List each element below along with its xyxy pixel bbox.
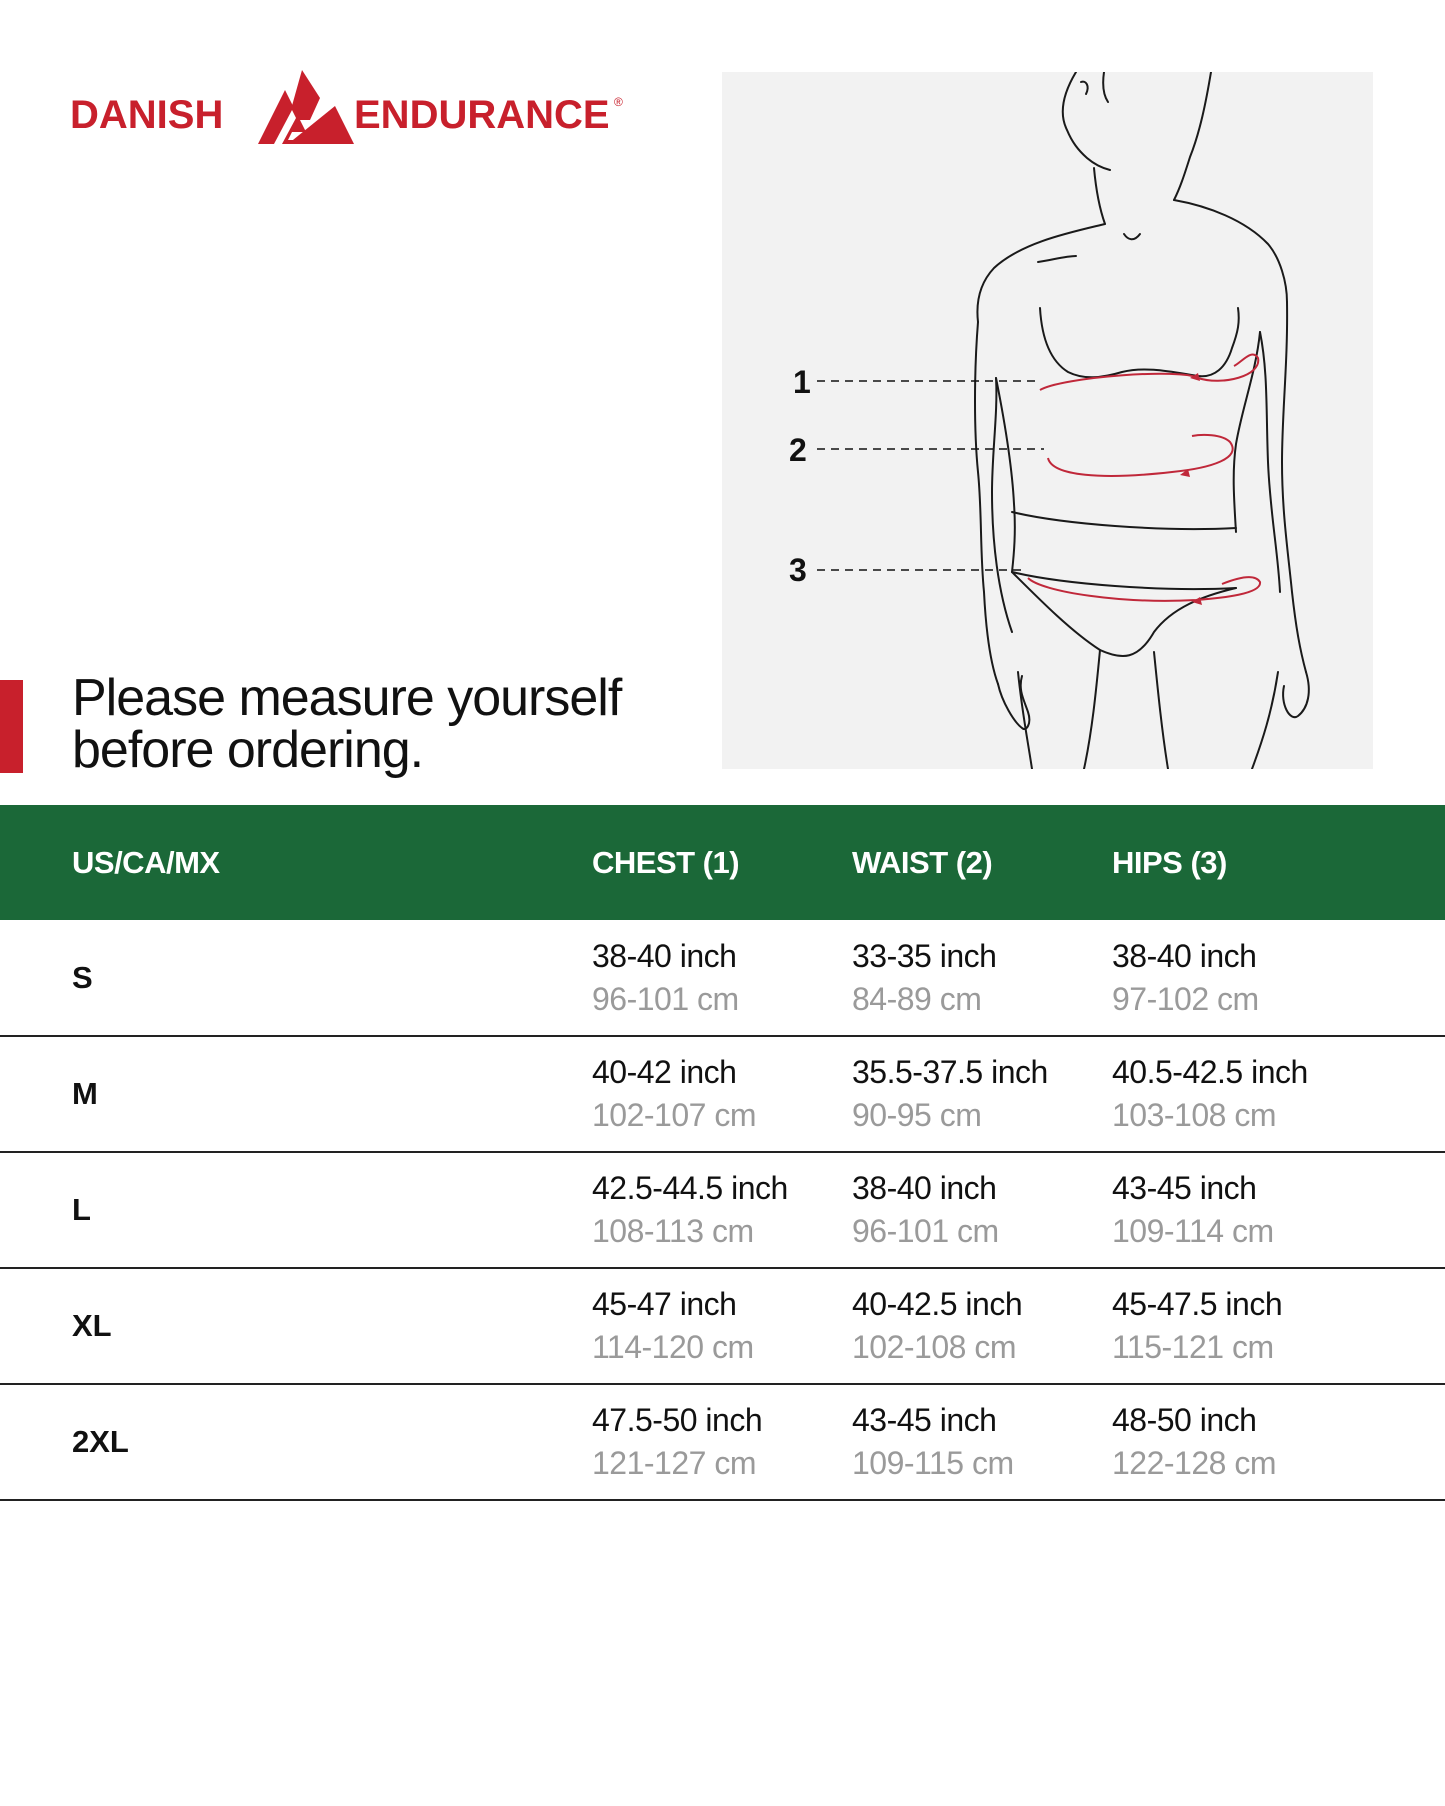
waist-cell: [852, 1168, 999, 1251]
waist-cell: [852, 1284, 1022, 1367]
size-table-header: [0, 805, 1445, 920]
brand-logo: [70, 70, 630, 150]
hips-cm: 97-102 cm: [1112, 981, 1259, 1017]
hips-inch: 40.5-42.5 inch: [1112, 1054, 1308, 1090]
size-label: M: [72, 1076, 98, 1111]
size-label: S: [72, 960, 93, 995]
marker-3-label: 3: [789, 552, 807, 588]
hips-inch: 38-40 inch: [1112, 938, 1257, 974]
chest-inch: 42.5-44.5 inch: [592, 1170, 788, 1206]
size-label: 2XL: [72, 1424, 129, 1459]
chest-cell: [592, 1284, 754, 1367]
chest-cm: 108-113 cm: [592, 1213, 754, 1249]
table-row: [0, 1384, 1445, 1501]
hips-cm: 115-121 cm: [1112, 1329, 1274, 1365]
size-label: XL: [72, 1308, 112, 1343]
hips-inch: 43-45 inch: [1112, 1170, 1257, 1206]
accent-bar: [0, 680, 23, 773]
waist-cm: 90-95 cm: [852, 1097, 982, 1133]
body-outline-illustration: [975, 72, 1309, 769]
waist-cm: 109-115 cm: [852, 1445, 1014, 1481]
hips-cm: 103-108 cm: [1112, 1097, 1276, 1133]
brand-mountain-icon: [258, 70, 354, 144]
hips-cell: [1112, 1052, 1308, 1135]
measurement-arrows: [1028, 354, 1260, 605]
waist-inch: 43-45 inch: [852, 1402, 997, 1438]
hips-cm: 122-128 cm: [1112, 1445, 1276, 1481]
waist-inch: 40-42.5 inch: [852, 1286, 1023, 1322]
waist-cell: [852, 1400, 1014, 1483]
table-row: [0, 920, 1445, 1037]
header-size: US/CA/MX: [72, 845, 220, 880]
table-row: [0, 1268, 1445, 1385]
chest-cell: [592, 936, 739, 1019]
marker-2-label: 2: [789, 432, 807, 468]
chest-inch: 40-42 inch: [592, 1054, 737, 1090]
waist-cm: 102-108 cm: [852, 1329, 1016, 1365]
title-line-2: before ordering.: [72, 721, 424, 779]
title-line-1: Please measure yourself: [72, 669, 622, 727]
waist-cell: [852, 1052, 1048, 1135]
chest-cell: [592, 1400, 762, 1483]
header-hips: HIPS (3): [1112, 845, 1227, 880]
chest-cm: 114-120 cm: [592, 1329, 754, 1365]
chest-cell: [592, 1052, 756, 1135]
brand-name-left: DANISH: [70, 93, 224, 137]
hips-cm: 109-114 cm: [1112, 1213, 1274, 1249]
waist-cm: 96-101 cm: [852, 1213, 999, 1249]
waist-cm: 84-89 cm: [852, 981, 982, 1017]
header-chest: CHEST (1): [592, 845, 740, 880]
chest-cell: [592, 1168, 788, 1251]
chest-inch: 45-47 inch: [592, 1286, 737, 1322]
table-row: [0, 1036, 1445, 1153]
waist-inch: 33-35 inch: [852, 938, 997, 974]
waist-inch: 35.5-37.5 inch: [852, 1054, 1048, 1090]
waist-cell: [852, 936, 996, 1019]
waist-inch: 38-40 inch: [852, 1170, 997, 1206]
hips-cell: [1112, 936, 1259, 1019]
measurement-guides: [817, 381, 1044, 570]
hips-inch: 45-47.5 inch: [1112, 1286, 1283, 1322]
chest-cm: 102-107 cm: [592, 1097, 756, 1133]
chest-inch: 47.5-50 inch: [592, 1402, 763, 1438]
brand-name-right: ENDURANCE: [354, 93, 610, 137]
hips-inch: 48-50 inch: [1112, 1402, 1257, 1438]
size-label: L: [72, 1192, 91, 1227]
measurement-figure: [722, 72, 1373, 769]
hips-cell: [1112, 1168, 1274, 1251]
chest-cm: 121-127 cm: [592, 1445, 756, 1481]
marker-1-label: 1: [793, 364, 811, 400]
page-title: [72, 669, 692, 779]
registered-mark: ®: [614, 95, 623, 109]
hips-cell: [1112, 1400, 1276, 1483]
table-row: [0, 1152, 1445, 1269]
header-waist: WAIST (2): [852, 845, 993, 880]
chest-inch: 38-40 inch: [592, 938, 737, 974]
chest-cm: 96-101 cm: [592, 981, 739, 1017]
hips-cell: [1112, 1284, 1282, 1367]
